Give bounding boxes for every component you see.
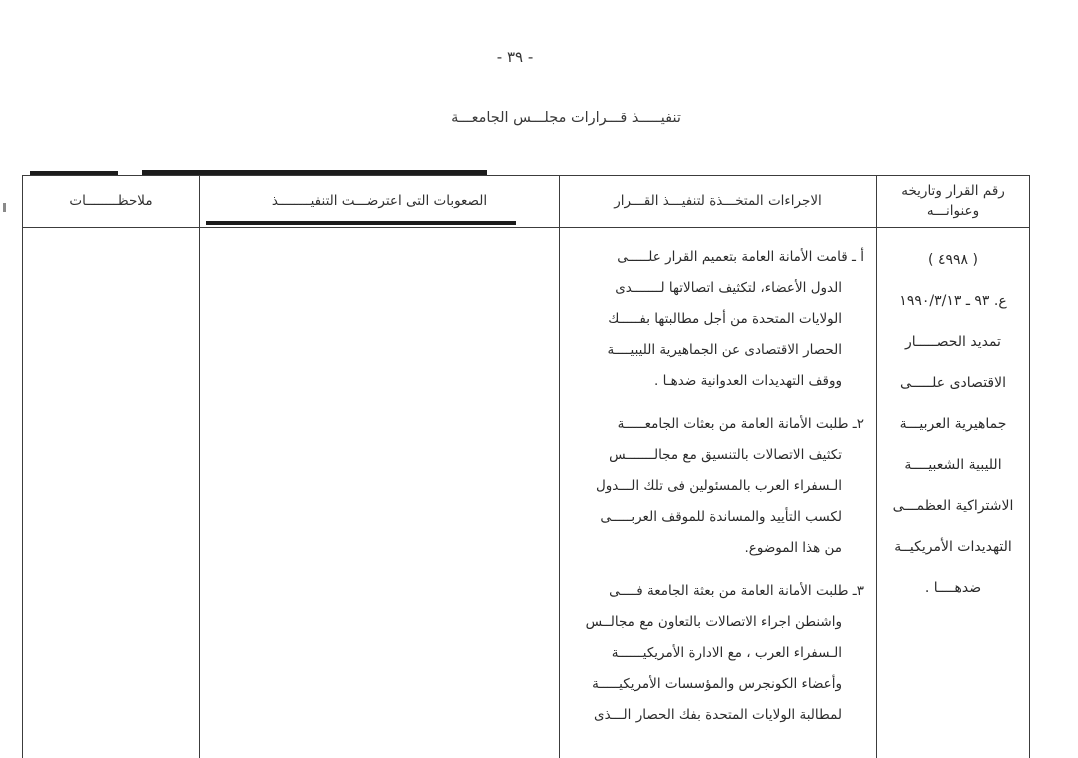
column-difficulties bbox=[199, 176, 559, 758]
procedure-line: الـسفراء العرب ، مع الادارة الأمريكيــــــة bbox=[611, 645, 842, 661]
header-decision-ref bbox=[877, 176, 1029, 228]
decision-line: تمديد الحصـــــار bbox=[905, 334, 1001, 350]
scan-speck bbox=[3, 203, 6, 212]
procedure-line: الحصار الاقتصادى عن الجماهيرية الليبيــــة bbox=[607, 342, 842, 358]
scan-artifact bbox=[206, 221, 516, 225]
procedure-line: لمطالبة الولايات المتحدة بفك الحصار الـــذى bbox=[594, 707, 842, 723]
page-number: - ٣٩ - bbox=[496, 48, 534, 66]
scan-artifact bbox=[30, 171, 118, 175]
procedure-line: الـسفراء العرب بالمسئولين فى تلك الـــدول bbox=[595, 478, 842, 494]
procedure-line: لكسب التأييد والمساندة للموقف العربـــــى bbox=[600, 509, 842, 525]
cell-difficulties bbox=[200, 228, 559, 758]
decision-line: الليبية الشعبيــــة bbox=[904, 457, 1002, 473]
cell-notes bbox=[23, 228, 199, 758]
procedure-item-1 bbox=[570, 242, 864, 397]
decision-line: ضدهــــا . bbox=[924, 580, 982, 596]
procedure-line: ٣ـ طلبت الأمانة العامة من بعثة الجامعة فــــى bbox=[609, 583, 864, 599]
procedure-line: وأعضاء الكونجرس والمؤسسات الأمريكيـــــة bbox=[592, 676, 842, 692]
procedure-line: ووقف التهديدات العدوانية ضدهـا . bbox=[653, 373, 842, 389]
cell-decision-ref bbox=[877, 228, 1029, 758]
scan-artifact bbox=[142, 170, 487, 175]
header-notes: ملاحظــــــــات bbox=[23, 176, 199, 228]
procedure-item-2 bbox=[570, 409, 864, 564]
document-title: تنفيـــــذ قـــرارات مجلـــس الجامعـــة bbox=[451, 110, 681, 126]
decision-line: ع. ٩٣ ـ ١٩٩٠/٣/١٣ bbox=[899, 293, 1007, 309]
header-difficulties: الصعوبات التى اعترضـــت التنفيــــــــذ bbox=[200, 176, 559, 228]
header-procedures: الاجراءات المتخـــذة لتنفيـــذ القـــرار bbox=[560, 176, 876, 228]
procedure-line: من هذا الموضوع. bbox=[744, 540, 842, 556]
column-decision-ref bbox=[876, 176, 1029, 758]
procedure-line: ٢ـ طلبت الأمانة العامة من بعثات الجامعـــــة bbox=[617, 416, 864, 432]
procedure-line: الدول الأعضاء، لتكثيف اتصالاتها لـــــــدى bbox=[615, 280, 842, 296]
decision-line: جماهيرية العربيـــة bbox=[899, 416, 1007, 432]
procedure-line: تكثيف الاتصالات بالتنسيق مع مجالـــــــس bbox=[609, 447, 842, 463]
procedure-line: الولايات المتحدة من أجل مطالبتها بفـــــك bbox=[608, 311, 842, 327]
decision-line: الاشتراكية العظمـــى bbox=[892, 498, 1014, 514]
column-procedures bbox=[559, 176, 876, 758]
procedure-item-3 bbox=[570, 576, 864, 731]
column-notes bbox=[23, 176, 199, 758]
decision-line: الاقتصادى علـــــى bbox=[899, 375, 1006, 391]
header-decision-line2: وعنوانـــه bbox=[926, 202, 980, 219]
cell-procedures bbox=[560, 228, 876, 758]
procedure-line: أ ـ قامت الأمانة العامة بتعميم القرار علـــــى bbox=[617, 249, 864, 265]
decision-line: ( ٤٩٩٨ ) bbox=[928, 252, 978, 268]
decision-line: التهديدات الأمريكيــة bbox=[894, 539, 1012, 555]
header-decision-line1: رقم القرار وتاريخه bbox=[901, 182, 1005, 199]
resolutions-table bbox=[22, 175, 1030, 758]
procedure-line: واشنطن اجراء الاتصالات بالتعاون مع مجالــس bbox=[585, 614, 842, 630]
